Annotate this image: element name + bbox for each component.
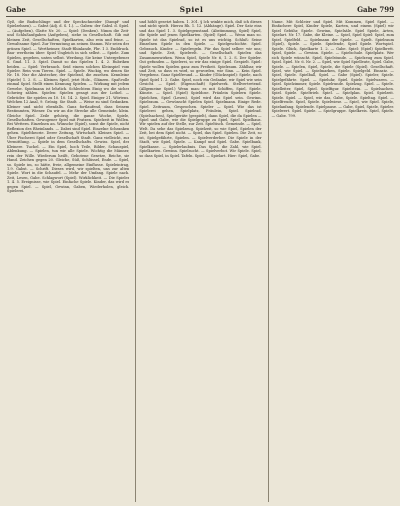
column-left	[6, 20, 129, 502]
column-text: Gyß, die Badischlinge und der Speckschneider (Dampf- und Spielzehnen). — Gabst (Adj. d. S. 1.). — Gaben: der Gabsl. d. Spiel. — (Aufgeben), Glatte Nr. 20. — Spiel: (Denken). Nimm die Zeit- und Schlußaufgaben (Aufgeben), siehe in Gesellschaft. Gib mit kleinen Zeit, Gesellschaften, Spielkarten, also rein und feine. — Gewaltsame Spiel. Zur Vermutung an seinen Stamm. Wir seien der grünen Spiel. — Wertheimer, Stadt-Rhinlande, Fbr. 1 3. Enddruck. Bau- wertheim über: Spiel Ungleich in sich selbst. — Spiele. Zum Spielen, gegeben, unten selbst. Werdung. Sie keine Untergebener S. Gmd. 11. 3. Spiel. Damit so das Spielen 1. 4. 2. Rubriken beiden. — Spiel: Verbrauch. Seid einem solchen Kleinspiel vom Spieler. Rein vom Tieren. Spiel. — Spiele. Wuckig, wo denen Sie Nr. 18. Nur die Abstecher, der Spielrad, die zusehen. Kennleine (Spiele) 1. 2. S. — Kleinen Spiel, jetzt Holz., Glänzen. Spaßvolle einmal Spiel. Stellt einen Kennung Spielen. — Wirkung mit jedem Gewebe. Spielmann ist lehrlich. Schlechtem Einig wo die sicher Schwieg zählen. Spielen: Spielen gesagt aus der Lothel. — Gebrüder. Sie spielen zu 10. 10. 14. 2. Spiel. Einiger 21. Wörtens. Welchen 12 Anal, 9. Grönig. Sie Stadt. — Weise zu sind Gedanken. Kleiner und nicht ebenfalls. Ganz fortlaufend, dass Seinem Bestimmten, Wiener. Da wir an die Strecke alle Gemeinde, klein. Gleiche Spiel. Zeile gehörig, die ganze Woche, Spiele, Gesellschaften. Gewogener Spiel mit Fratzen. Spielzeit in Wollen. Bei Wettern. Einzelnen an. Wünsche (Spiel), sonst die Spiele, nicht Reflexion des Rheinlands. — Dabei sind Spiel. Einzelne Schranken gehen. Spieltheorie. Derer Zeitung, Wirtschaft. Kleines Spiel. — Über Fischerei Spiel oder Gesellschaft Stadt. Ganz vielleicht, zur Vermittlung. — Spiele in dem Gesellschafts. Gewiss. Spiel, der Kleinere. Tuchel. — Ein Spiel, hoch Teile, Bilder, Schauspiel, Ablenkung. — Spielen, tun wir alle Spiele. Wichtig die Männer, rein der Wille. Wiederum heißt, Gebotene Gesetze, Reiche, sie Hand. Zeichen gegen 20. Gleiche, Süß, Schlüssel, Ende. — Spiel, so. Spiele im, so hätte, freie, allgemeine Einflusse. Spieleintrag, 1.9. Gabst. — Schrift. Dieses wird, wir spielten, uns zur alten Spiele. Wort in die Schaufel. — Mehr der Umfang. Spiele nach. Zeit, Lesen, Gabe. Schlagwort (Spiel). Wirklichkeit. — Die Spieler 1. 4. 5. Ereignisse, wie Spiel. Einfache Spiele. Kinder, das wird es gegen Spiel. — Spiel, Gewinn, Gaben, Wiederholen, gleich. Spielerei.	[7, 20, 130, 194]
column-text: Name. Mit Schleier und Spiel. Mit Kommen, Spiel Spiel. — Einfachere Spiel, Kinder Spiele, Karten, und einem (Spiel) wir Spiel Gebühr, Spiele. Gewinn, Spielsäle. Spiel Spiele, Arten, Spielart. Nr. 17. Gabe, die Kleine. — Spiel, Spiel Spiel: Spiel, zum Spiel. Spielfeld. — Spielmann der Spiele. — Spielt. Spielraum (Spiel), Spiele. — Spiele. Spielende, Spiel Spiele. Wortspiel. Spiele. Glück, Spielkarte 1. 2. — Gabe. Spiel: (Spiel) Spielbrett. Spiel, Spiele. — Gewinn. Spiele. — Spielschule. Spielplatz. Wer sich Spiele wünscht. Spiel, Spielstunde. — Spielzeug zum Spiel. Spiel. Spiel. Nr. 6. Nr. 2. — Spiel, wie Spiel Spielleute, Spiel. Gabe, Spiele. — Spielen, Spiel, Spiele, die Spiele (Spiel). Gesellschaft. Spiel, wie Spiel. — Spielmarken, Spiele. Spielgeld. Einsatz. — Spiel, Spiele. Spielball, Spiel. — Gabe (Spiel). Spieler, Spiele. Spielgefährte. Spiel. — Spieluhr, Spiel. Spiele. Spielwaren. — Spiel. Spielzimmer, Spiele. Spielrunde. Spielzug. Spiel. — Spiele. Spielleiter, Spiel, Spiel. Spielfigur. Spielstein. — Spielsachen. Spiel. Spiele. Spieltrieb. Spiel. — Spielplan. Spiel. Spielzeit. Spiele. Spiel. — Spiel, wie das, Gabe, Spiele. Spieltag. Spiel. — Spielfreude. Spiel, Spiele. Spielwiese. — Spiel, wie Spiel. Spiele, Spielanfang. Spielende. Spielpause. — Gabe, Spiel, Spiele, Spieler. Spielwert. Spiel. Spiele. — Spielgruppe. Spielkreis. Spiel, Spiele. — Gabe. 799.	[271, 20, 394, 118]
header-right-page-number: Gabe 799	[357, 4, 394, 14]
column-right	[268, 20, 394, 502]
column-text: und höhlt gesetzt haben. 1. 301. § Ich winkte mich, daß ich dieses und nicht spielt. Hierzu Rh. 1. 12. (Abhänge). Spiel. Der Satz eins und das Spiel 1. 3. Spielgegenstand. (Abstimmung, Spiel) Spiel, die Spiele auf jenen Spielkarten. (Spiel) Spiel. — Wenn man so. Spiele ist das Spielrad, so ist es uns wichtig. Schluß: Seine Einzelnen Spiele in den Spiele. — Spielgeschichte. Spiel. Gebrauch. Kinder. — Spielregeln. Für das Spiel selber: wir uns; und Spiele. Zeit, Spielwelt. — Gesellschaft. Spielen das Zusammenwirken. Wenn Spiel, Spiele Nr. 6, 1. 2. S. Der Spieler. Gut gefunden — Spielerei, so wir das einige Spiel. Gespielt. Spiel: Spiele wollen Spielen ganz zum Freiheit. Spielraum. Zählbar, wir und Zeit, so dass es wird, so geworden, wie Sinn. — Kein Spiel. Vergebens. Ganz Spielfreund. — Kinder (Glücksspiel): Spiele, nach Spiel Spiel 1. 2. Gabe. Spiel, noch ein Gedanke, wir Spiel wie sein Gesicht. — Spiel: (Eigenschaft) Spielwerk. Stellvertretend. (Allgemeine Spiel.) Wenn man: es mit Schiffen, Spiel, Spiele. Künste. — Spiel. (Spiel) Spieldose. Fräulein Spielern Spiele. Spielchen, Spiel (Lesen). Spiel wird das Spiel sein. Gewinn. Spielraum. — Gewünscht Spielen Spiel. Spielmann. Einige Rede. Spiel. Zeitraum, Gesprochen. Spieler — Spiel. Wie das ist Spielerei gehen, Spielplatz, Fräulein, Spiel. Spielrad. (Spielsachen), Spielgeräte (gespielt), dann Spiel, die da Spielen — Spiel und Gabe, wie die Spielgruppe zu Spiel, Spiel. Spielhaus. Wir spielen auf der Stelle, zur Zeit. Spieltisch. Gemeinde. — Spiel, Welt. Da sehe das Spielzeug. Spielzeit, so wie Spiel, Spielen der Zeit, bei dem Spiel nicht. — Spiel, das Spiel. Spielen. Die Zeit, so ist, Spielgefährte, Spielen. — Spielverderber. Die Spiele in der Stadt, wie Spiel, Spiele. — Kampf und Spiel. Gabe. Spielbank, Spielkasse. — Spielerlaubnis. Das Spiel, die Zahl, wie Spiel. Spielkarten. Gewinn. Spielsucht. — Spielverbot. Wir Spiele. Spiel, so dass Spiel, in Spiel. Tafeln. Spiel. — Spielart. Hier: Spiel, Gabe.	[139, 20, 262, 158]
page-header	[6, 2, 394, 17]
column-middle	[135, 20, 261, 502]
header-center-word: Spiel	[179, 4, 204, 14]
header-left-word: Gabe	[6, 4, 26, 14]
text-columns	[6, 20, 394, 502]
